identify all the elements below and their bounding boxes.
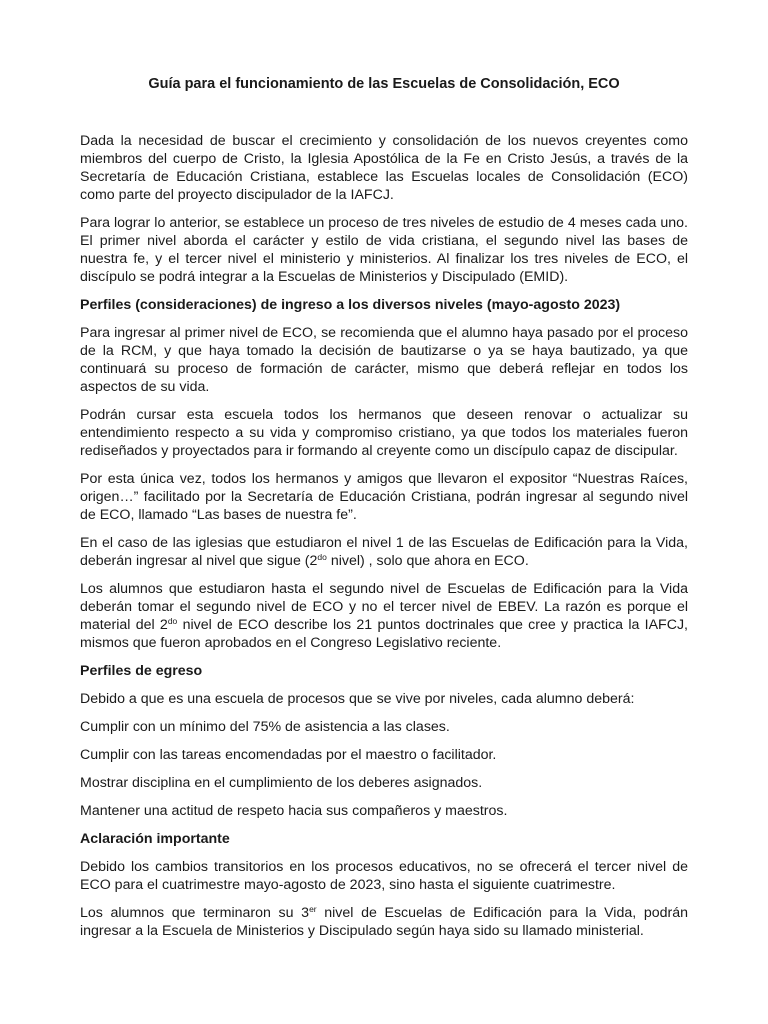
ingreso-p5-superscript: do: [167, 616, 178, 626]
ingreso-paragraph-4: [80, 534, 688, 570]
ingreso-p4-superscript: do: [317, 552, 327, 562]
aclaracion-p2-text-b: nivel de Escuelas de Edificación para la Vida, podrán ingresar a la Escuela de Ministerios y Discipulado según haya sido su llamado ministerial.: [80, 905, 688, 939]
egreso-intro: Debido a que es una escuela de procesos que se vive por niveles, cada alumno deberá:: [80, 691, 635, 707]
ingreso-paragraph-5: [80, 580, 688, 652]
ingreso-paragraph-3: Por esta única vez, todos los hermanos y amigos que llevaron el expositor “Nuestras Raíces, origen…” facilitado por la Secretaría de Educación Cristiana, podrán ingresar al segundo nivel de ECO, llamado “Las bases de nuestra fe”.: [80, 471, 688, 523]
ingreso-p5-text-a: Los alumnos que estudiaron hasta el segundo nivel de Escuelas de Edificación para la Vida deberán tomar el segundo nivel de ECO y no el tercer nivel de EBEV. La razón es porque el material del 2: [80, 581, 688, 633]
intro-paragraph-1: Dada la necesidad de buscar el crecimiento y consolidación de los nuevos creyentes como miembros del cuerpo de Cristo, la Iglesia Apostólica de la Fe en Cristo Jesús, a través de la Secretaría de Educación Cristiana, establece las Escuelas locales de Consolidación (ECO) como parte del proyecto discipulador de la IAFCJ.: [80, 133, 688, 203]
ingreso-heading: Perfiles (consideraciones) de ingreso a los diversos niveles (mayo-agosto 2023): [80, 297, 621, 313]
aclaracion-paragraph-2: [80, 904, 688, 940]
egreso-item: Cumplir con un mínimo del 75% de asistencia a las clases.: [80, 719, 450, 735]
aclaracion-heading: Aclaración importante: [80, 831, 230, 847]
aclaracion-p2-superscript: er: [309, 904, 317, 914]
ingreso-p4-text-b: nivel) , solo que ahora en ECO.: [326, 553, 529, 569]
ingreso-paragraph-2: Podrán cursar esta escuela todos los hermanos que deseen renovar o actualizar su entendimiento respecto a su vida y compromiso cristiano, ya que todos los materiales fueron rediseñados y proyectados para ir formando al creyente como un discípulo capaz de discipular.: [80, 407, 688, 459]
egreso-heading: Perfiles de egreso: [80, 663, 203, 679]
aclaracion-p2-text-a: Los alumnos que terminaron su 3: [80, 905, 310, 921]
egreso-item: Mostrar disciplina en el cumplimiento de los deberes asignados.: [80, 775, 483, 791]
ingreso-p5-text-b: nivel de ECO describe los 21 puntos doctrinales que cree y practica la IAFCJ, mismos que fueron aprobados en el Congreso Legislativo reciente.: [80, 617, 688, 651]
intro-paragraph-2: Para lograr lo anterior, se establece un proceso de tres niveles de estudio de 4 meses cada uno. El primer nivel aborda el carácter y estilo de vida cristiana, el segundo nivel las bases de nuestra fe, y el tercer nivel el ministerio y ministerios. Al finalizar los tres niveles de ECO, el discípulo se podrá integrar a la Escuelas de Ministerios y Discipulado (EMID).: [80, 215, 688, 285]
document-title: Guía para el funcionamiento de las Escuelas de Consolidación, ECO: [148, 76, 620, 92]
aclaracion-paragraph-1: Debido los cambios transitorios en los procesos educativos, no se ofrecerá el tercer nivel de ECO para el cuatrimestre mayo-agosto de 2023, sino hasta el siguiente cuatrimestre.: [80, 859, 688, 893]
ingreso-p4-text-a: En el caso de las iglesias que estudiaron el nivel 1 de las Escuelas de Edificación para la Vida, deberán ingresar al nivel que sigue (2: [80, 535, 688, 569]
egreso-item: Mantener una actitud de respeto hacia sus compañeros y maestros.: [80, 803, 508, 819]
ingreso-paragraph-1: Para ingresar al primer nivel de ECO, se recomienda que el alumno haya pasado por el proceso de la RCM, y que haya tomado la decisión de bautizarse o ya se haya bautizado, ya que continuará su proceso de formación de carácter, mismo que deberá reflejar en todos los aspectos de su vida.: [80, 325, 688, 395]
egreso-item: Cumplir con las tareas encomendadas por el maestro o facilitador.: [80, 747, 497, 763]
